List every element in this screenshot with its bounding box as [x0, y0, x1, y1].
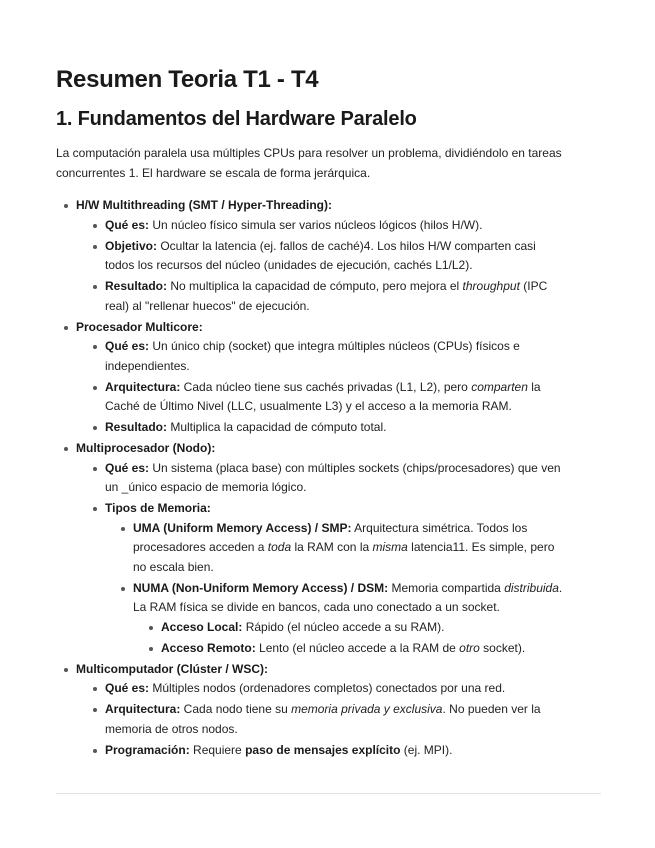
intro-line: concurrentes 1. El hardware se escala de forma jerárquica. [56, 165, 371, 180]
list-item [76, 378, 601, 417]
sublist [133, 618, 601, 659]
term-text: Un núcleo físico simula ser varios núcleos lógicos (hilos H/W). [149, 217, 483, 232]
term-label: Arquitectura: [105, 702, 181, 716]
hardware-outline [56, 196, 601, 762]
term-label: Resultado: [105, 420, 168, 434]
list-item [133, 618, 601, 638]
term-text: latencia11. Es simple, pero [407, 540, 555, 554]
list-item [76, 216, 601, 236]
list-item-multicomputador [56, 660, 601, 761]
term-text: no escala bien. [133, 559, 214, 574]
term-text: Un único chip (socket) que integra múltiples núcleos (CPUs) físicos e [149, 339, 520, 353]
list-item [76, 418, 601, 438]
list-item [76, 700, 601, 739]
list-item [76, 337, 601, 376]
sublist [76, 459, 601, 659]
list-item [133, 639, 601, 659]
term-text: Rápido (el núcleo accede a su RAM). [242, 619, 445, 634]
term-text: No multiplica la capacidad de cómputo, pero mejora el [167, 279, 463, 293]
term-label: Qué es: [105, 339, 150, 353]
term-text: real) al "rellenar huecos" de ejecución. [105, 298, 310, 313]
emphasis: toda [267, 540, 292, 554]
sublist [76, 679, 601, 760]
list-item [76, 679, 601, 699]
term-text: independientes. [105, 358, 190, 373]
term-label: NUMA (Non-Uniform Memory Access) / DSM: [133, 580, 389, 595]
term-text: . [558, 580, 563, 595]
term-text: un _único espacio de memoria lógico. [105, 480, 307, 494]
term-label: Qué es: [105, 681, 150, 695]
term-text: Cada núcleo tiene sus cachés privadas (L1, L2), pero [180, 379, 472, 394]
term-label: Programación: [105, 742, 190, 757]
term-label: Tipos de Memoria: [105, 501, 211, 515]
term-label: Resultado: [105, 279, 168, 293]
list-item-uma [105, 519, 601, 578]
term-text: Memoria compartida [388, 580, 505, 595]
term-text: procesadores acceden a [133, 540, 268, 554]
emphasis: otro [459, 640, 480, 655]
emphasis: comparten [471, 379, 528, 394]
term-text: todos los recursos del núcleo (unidades de ejecución, cachés L1/L2). [105, 258, 473, 272]
emphasis: memoria privada y exclusiva [291, 702, 443, 716]
term-label: Objetivo: [105, 238, 158, 253]
term-text: socket). [479, 640, 526, 655]
list-item [76, 237, 601, 276]
term-label: UMA (Uniform Memory Access) / SMP: [133, 520, 352, 535]
term-text: Cada nodo tiene su [180, 702, 292, 716]
term-text: Multiplica la capacidad de cómputo total. [167, 420, 387, 434]
term-text: . No pueden ver la [442, 702, 541, 716]
term-text: Múltiples nodos (ordenadores completos) conectados por una red. [149, 681, 506, 695]
horizontal-rule [56, 793, 601, 794]
emphasis-bold: paso de mensajes explícito [245, 742, 401, 757]
sublist [105, 519, 601, 659]
list-item [76, 459, 601, 498]
item-heading: H/W Multithreading (SMT / Hyper-Threading): [76, 198, 332, 212]
list-item [76, 277, 601, 316]
term-text: Requiere [189, 742, 246, 757]
term-text: La RAM física se divide en bancos, cada uno conectado a un socket. [133, 600, 500, 614]
item-heading: Procesador Multicore: [76, 319, 203, 334]
emphasis: misma [372, 540, 408, 554]
list-item-multicore [56, 318, 601, 438]
term-label: Qué es: [105, 460, 150, 475]
term-text: Ocultar la latencia (ej. fallos de caché)4. Los hilos H/W comparten casi [157, 238, 536, 253]
term-text: la RAM con la [291, 540, 373, 554]
emphasis: throughput [462, 279, 520, 293]
section-heading: 1. Fundamentos del Hardware Paralelo [56, 108, 417, 130]
term-label: Qué es: [105, 217, 150, 232]
top-level-list [56, 196, 601, 760]
page-title: Resumen Teoria T1 - T4 [56, 66, 319, 93]
term-text: Lento (el núcleo accede a la RAM de [255, 640, 460, 655]
intro-paragraph [56, 144, 601, 183]
sublist [76, 337, 601, 438]
term-text: (ej. MPI). [400, 742, 453, 757]
intro-line: La computación paralela usa múltiples CPUs para resolver un problema, dividiéndolo en tareas [56, 146, 562, 160]
term-label: Acceso Remoto: [161, 640, 256, 655]
emphasis: distribuida [504, 580, 559, 595]
item-heading: Multicomputador (Clúster / WSC): [76, 661, 268, 676]
list-item [76, 741, 601, 761]
term-text: (IPC [519, 279, 548, 293]
term-text: Caché de Último Nivel (LLC, usualmente L3) y el acceso a la memoria RAM. [105, 399, 512, 413]
list-item-numa [105, 579, 601, 659]
term-text: Un sistema (placa base) con múltiples sockets (chips/procesadores) que ven [149, 460, 561, 475]
sublist [76, 216, 601, 317]
list-item-multiprocesador [56, 439, 601, 658]
term-text: Arquitectura simétrica. Todos los [351, 520, 528, 535]
list-item-smt [56, 196, 601, 316]
term-text: memoria de otros nodos. [105, 721, 238, 736]
item-heading: Multiprocesador (Nodo): [76, 441, 216, 455]
term-label: Arquitectura: [105, 379, 181, 394]
list-item [76, 499, 601, 658]
term-text: la [527, 379, 541, 394]
term-label: Acceso Local: [161, 619, 243, 634]
